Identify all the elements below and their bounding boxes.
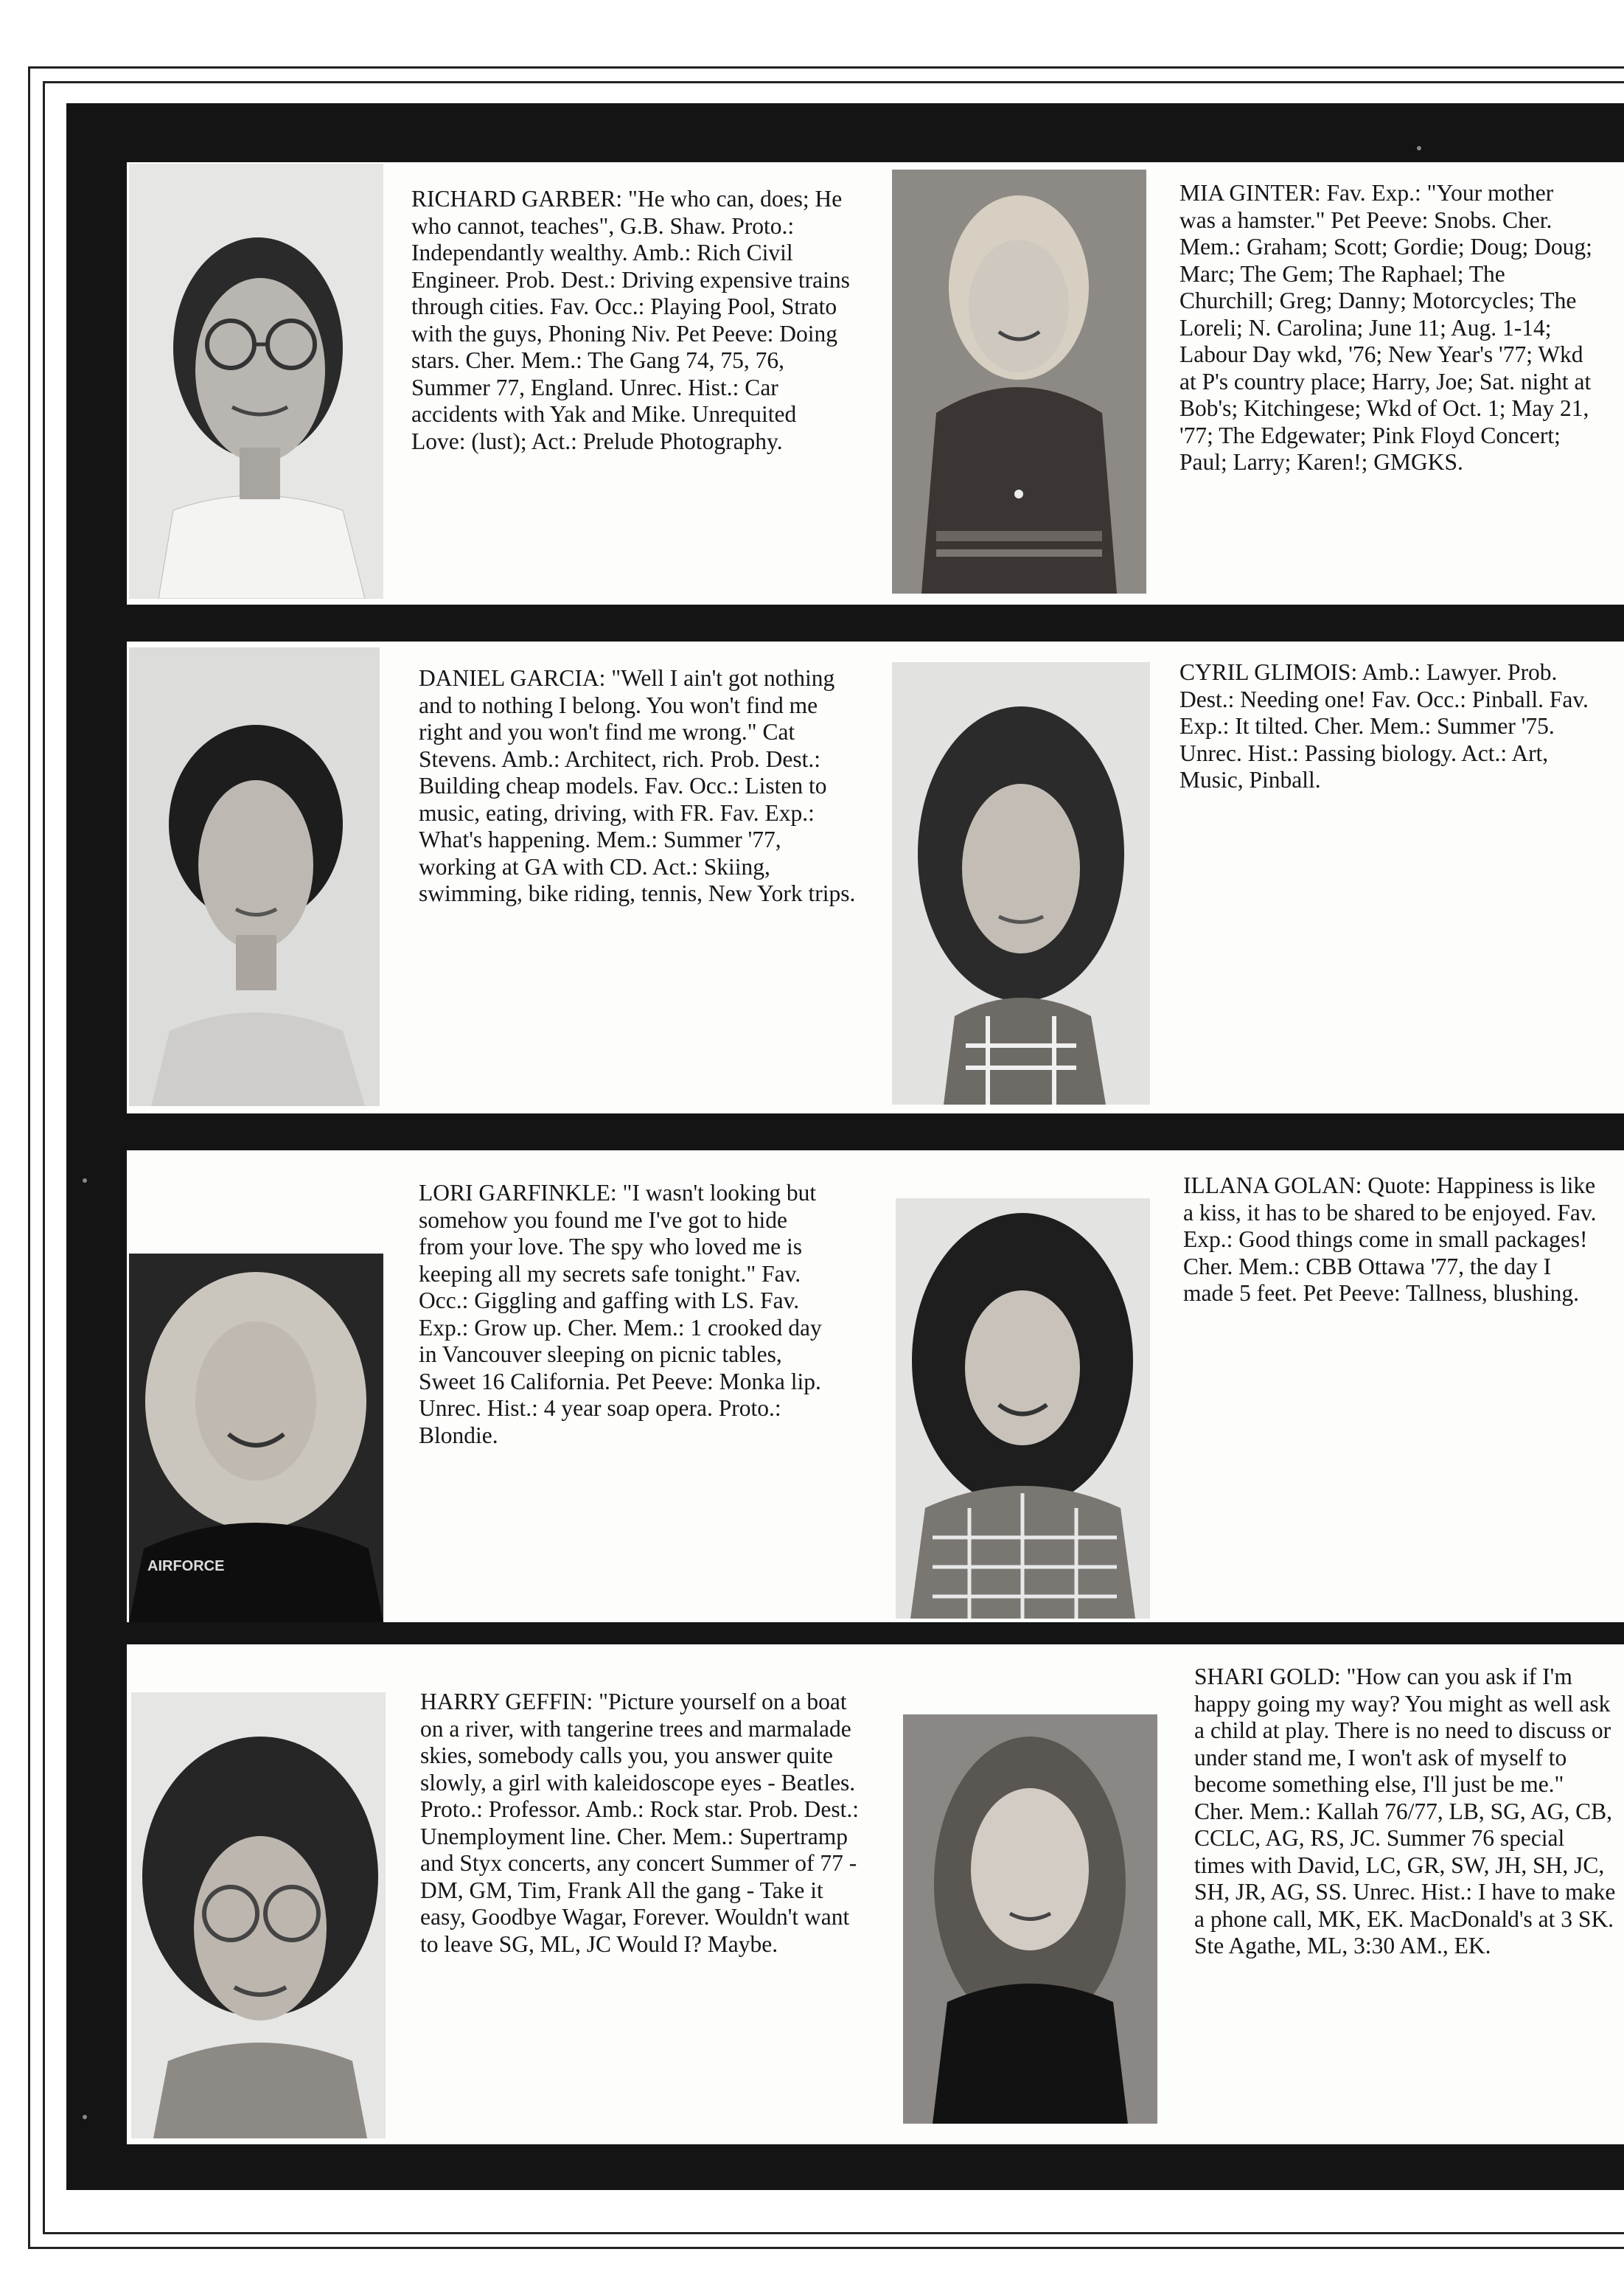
student-bio: CYRIL GLIMOIS: Amb.: Lawyer. Prob. Dest.: Needing one! Fav. Occ.: Pinball. Fav. Exp.: It tilted. Cher. Mem.: Summer '75. Unrec. Hist.: Passing biology. Act.: Art, Music, Pinball.: [1179, 659, 1589, 793]
speck: [1417, 146, 1421, 150]
student-bio: ILLANA GOLAN: Quote: Happiness is like a kiss, it has to be shared to be enjoyed. Fav. Exp.: Good things come in small packages! Cher. Mem.: CBB Ottawa '77, the day I made 5 feet. Pet Peeve: Tallness, blushing.: [1183, 1172, 1597, 1306]
portrait-photo: [129, 1254, 383, 1622]
portrait-photo: [892, 170, 1146, 594]
portrait-photo: [131, 1692, 386, 2138]
student-bio: LORI GARFINKLE: "I wasn't looking but somehow you found me I've got to hide from your love. The spy who loved me is keeping all my secrets safe tonight." Fav. Occ.: Giggling and gaffing with LS. Fav. Exp.: Grow up. Cher. Mem.: 1 crooked day in Vancouver sleeping on picnic tables, Sweet 16 California. Pet Peeve: Monka lip. Unrec. Hist.: 4 year soap opera. Proto.: Blondie.: [419, 1180, 822, 1448]
portrait-photo: [896, 1198, 1150, 1619]
portrait-photo: [892, 662, 1150, 1105]
portrait-photo: [129, 647, 380, 1106]
speck: [83, 1178, 87, 1183]
portrait-photo: [129, 164, 383, 599]
student-bio: HARRY GEFFIN: "Picture yourself on a boat on a river, with tangerine trees and marmalade skies, somebody calls you, you answer quite slowly, a girl with kaleidoscope eyes - Beatles. Proto.: Professor. Amb.: Rock star. Prob. Dest.: Unemployment line. Cher. Mem.: Supertramp and Styx concerts, any concert Summer of 77 - DM, GM, Tim, Frank All the gang - Take it easy, Goodbye Wagar, Forever. Wouldn't want to leave SG, ML, JC Would I? Maybe.: [420, 1689, 860, 1957]
svg-text:AIRFORCE: AIRFORCE: [147, 1558, 225, 1574]
speck: [83, 2115, 87, 2119]
portrait-photo: [903, 1714, 1157, 2124]
student-bio: RICHARD GARBER: "He who can, does; He who cannot, teaches", G.B. Shaw. Proto.: Independantly wealthy. Amb.: Rich Civil Engineer. Prob. Dest.: Driving expensive trains through cities. Fav. Occ.: Playing Pool, Strato with the guys, Phoning Niv. Pet Peeve: Doing stars. Cher. Mem.: The Gang 74, 75, 76, Summer 77, England. Unrec. Hist.: Car accidents with Yak and Mike. Unrequited Love: (lust); Act.: Prelude Photography.: [411, 186, 850, 454]
student-bio: SHARI GOLD: "How can you ask if I'm happy going my way? You might as well ask a child at play. There is no need to discuss or under stand me, I won't ask of myself to become something else, I'll just be me." Cher. Mem.: Kallah 76/77, LB, SG, AG, CB, CCLC, AG, RS, JC. Summer 76 special times with David, LC, GR, SW, JH, SH, JC, SH, JR, AG, SS. Unrec. Hist.: I have to make a phone call, MK, EK. MacDonald's at 3 SK. Ste Agathe, ML, 3:30 AM., EK.: [1194, 1664, 1616, 1958]
student-bio: DANIEL GARCIA: "Well I ain't got nothing and to nothing I belong. You won't find me right and you won't find me wrong." Cat Stevens. Amb.: Architect, rich. Prob. Dest.: Building cheap models. Fav. Occ.: Listen to music, eating, driving, with FR. Fav. Exp.: What's happening. Mem.: Summer '77, working at GA with CD. Act.: Skiing, swimming, bike riding, tennis, New York trips.: [419, 665, 856, 906]
student-bio: MIA GINTER: Fav. Exp.: "Your mother was a hamster." Pet Peeve: Snobs. Cher. Mem.: Graham; Scott; Gordie; Doug; Doug; Marc; The Gem; The Raphael; The Churchill; Greg; Danny; Motorcycles; The Loreli; N. Carolina; June 11; Aug. 1-14; Labour Day wkd, '76; New Year's '77; Wkd at P's country place; Harry, Joe; Sat. night at Bob's; Kitchingese; Wkd of Oct. 1; May 21, '77; The Edgewater; Pink Floyd Concert; Paul; Larry; Karen!; GMGKS.: [1179, 180, 1592, 475]
